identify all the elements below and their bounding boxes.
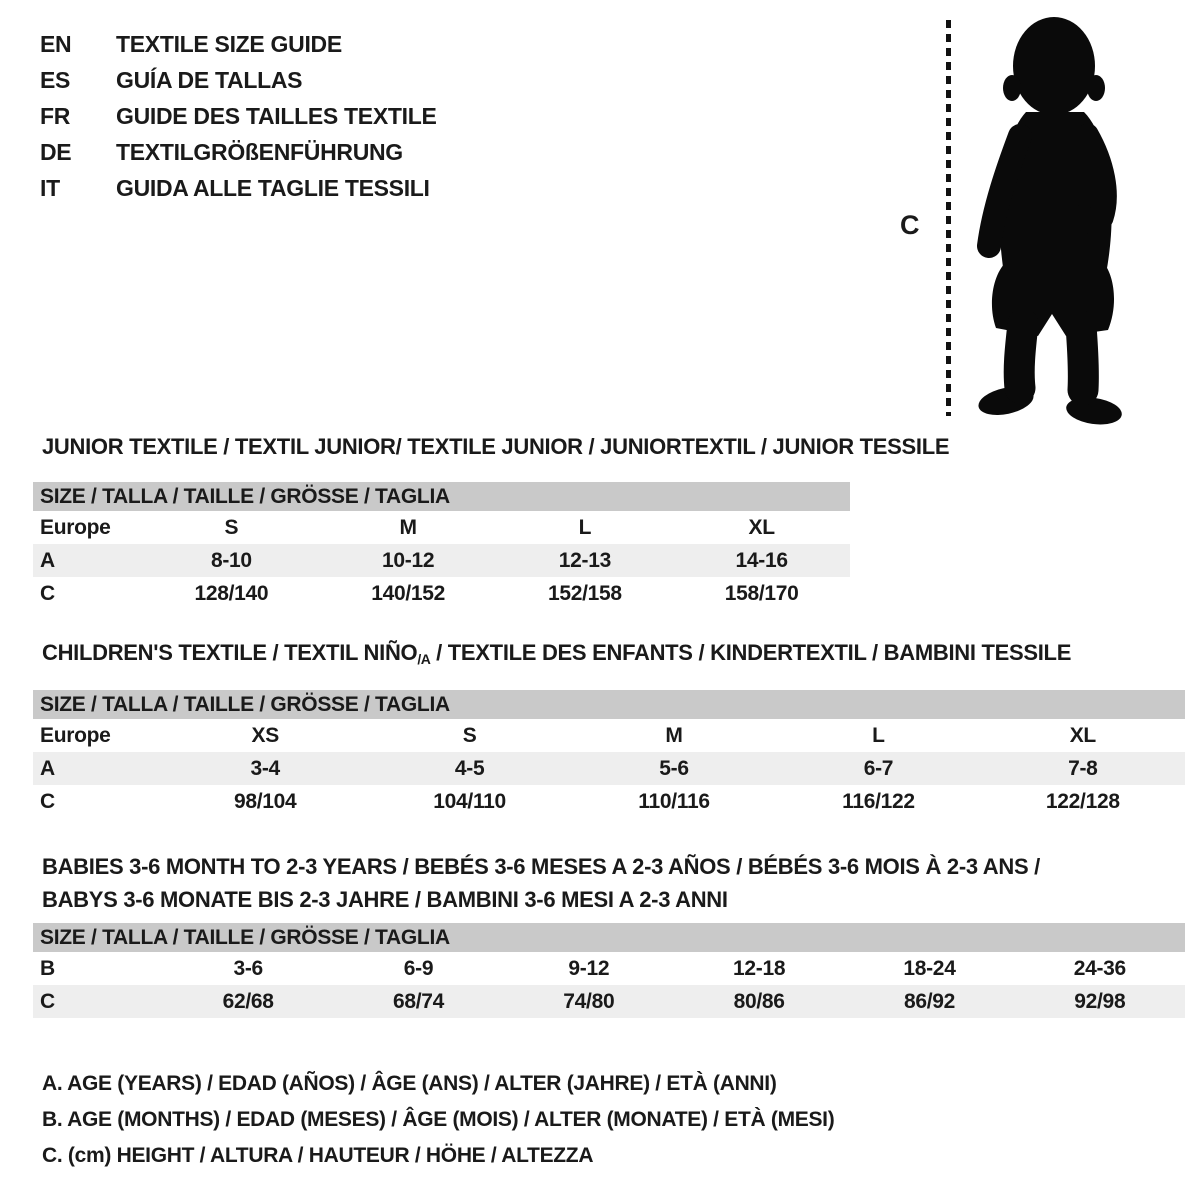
age-cell: 14-16 bbox=[735, 548, 788, 572]
table-row-europe bbox=[33, 511, 850, 544]
age-cell: 6-7 bbox=[863, 756, 894, 780]
babies-title-line1: BABIES 3-6 MONTH TO 2-3 YEARS / BEBÉS 3-6 MESES A 2-3 AÑOS / BÉBÉS 3-6 MOIS À 2-3 ANS / bbox=[42, 854, 1040, 879]
lang-code: DE bbox=[40, 138, 72, 165]
legend-line-c: C. (cm) HEIGHT / ALTURA / HAUTEUR / HÖHE / ALTEZZA bbox=[42, 1144, 594, 1167]
size-cell: M bbox=[399, 515, 417, 539]
lang-title: GUIDE DES TAILLES TEXTILE bbox=[116, 102, 437, 129]
children-size-table bbox=[33, 690, 1185, 818]
junior-section-title: JUNIOR TEXTILE / TEXTIL JUNIOR/ TEXTILE JUNIOR / JUNIORTEXTIL / JUNIOR TESSILE bbox=[42, 434, 950, 459]
height-cell: 80/86 bbox=[733, 989, 785, 1013]
lang-title: GUÍA DE TALLAS bbox=[116, 66, 303, 93]
table-header-bar: SIZE / TALLA / TAILLE / GRÖSSE / TAGLIA bbox=[33, 482, 850, 511]
age-cell: 6-9 bbox=[403, 956, 434, 980]
age-cell: 12-18 bbox=[733, 956, 786, 980]
lang-code: ES bbox=[40, 66, 71, 93]
children-title-pre: CHILDREN'S TEXTILE / TEXTIL NIÑO bbox=[42, 640, 418, 665]
height-measure-label: C bbox=[900, 210, 920, 240]
babies-section-title bbox=[42, 850, 1040, 916]
size-cell: S bbox=[462, 723, 477, 747]
size-cell: XS bbox=[251, 723, 279, 747]
row-label: A bbox=[40, 756, 55, 780]
table-row-age bbox=[33, 752, 1185, 785]
legend-line-b: B. AGE (MONTHS) / EDAD (MESES) / ÂGE (MOIS) / ALTER (MONATE) / ETÀ (MESI) bbox=[42, 1108, 835, 1131]
table-row-height bbox=[33, 985, 1185, 1018]
size-cell: XL bbox=[1069, 723, 1096, 747]
lang-row-it bbox=[40, 170, 437, 206]
measurement-legend bbox=[42, 1066, 834, 1174]
table-row-height bbox=[33, 577, 850, 610]
babies-size-table bbox=[33, 923, 1185, 1018]
height-cell: 116/122 bbox=[842, 789, 915, 813]
row-label: C bbox=[40, 789, 55, 813]
height-cell: 98/104 bbox=[233, 789, 297, 813]
height-cell: 110/116 bbox=[638, 789, 710, 813]
row-label: C bbox=[40, 581, 55, 605]
row-label: B bbox=[40, 956, 55, 980]
height-cell: 92/98 bbox=[1074, 989, 1126, 1013]
height-cell: 128/140 bbox=[194, 581, 269, 605]
height-cell: 62/68 bbox=[222, 989, 274, 1013]
language-title-list bbox=[40, 26, 437, 206]
row-label: C bbox=[40, 989, 55, 1013]
row-label: Europe bbox=[40, 723, 111, 747]
age-cell: 4-5 bbox=[454, 756, 485, 780]
age-cell: 8-10 bbox=[210, 548, 252, 572]
size-cell: L bbox=[578, 515, 592, 539]
height-cell: 152/158 bbox=[547, 581, 622, 605]
children-title-post: / TEXTILE DES ENFANTS / KINDERTEXTIL / BAMBINI TESSILE bbox=[430, 640, 1072, 665]
height-cell: 122/128 bbox=[1045, 789, 1120, 813]
lang-code: EN bbox=[40, 30, 72, 57]
age-cell: 5-6 bbox=[659, 756, 689, 780]
size-cell: L bbox=[872, 723, 885, 747]
lang-row-en bbox=[40, 26, 437, 62]
height-cell: 158/170 bbox=[724, 581, 799, 605]
table-row-height bbox=[33, 785, 1185, 818]
size-cell: M bbox=[665, 723, 683, 747]
height-cell: 140/152 bbox=[371, 581, 446, 605]
height-cell: 68/74 bbox=[392, 989, 445, 1013]
babies-title-line2: BABYS 3-6 MONATE BIS 2-3 JAHRE / BAMBINI 3-6 MESI A 2-3 ANNI bbox=[42, 887, 728, 912]
age-cell: 9-12 bbox=[568, 956, 610, 980]
table-row-europe bbox=[33, 719, 1185, 752]
lang-title: TEXTILGRÖßENFÜHRUNG bbox=[116, 138, 403, 165]
junior-size-table bbox=[33, 482, 850, 610]
age-cell: 3-4 bbox=[250, 756, 280, 780]
height-cell: 86/92 bbox=[903, 989, 955, 1013]
row-label: Europe bbox=[40, 515, 111, 539]
age-cell: 7-8 bbox=[1068, 756, 1098, 780]
size-cell: XL bbox=[748, 515, 775, 539]
height-cell: 74/80 bbox=[563, 989, 615, 1013]
lang-code: FR bbox=[40, 102, 71, 129]
lang-title: GUIDA ALLE TAGLIE TESSILI bbox=[116, 174, 430, 201]
row-label: A bbox=[40, 548, 55, 572]
lang-code: IT bbox=[40, 174, 60, 201]
height-cell: 104/110 bbox=[433, 789, 506, 813]
age-cell: 18-24 bbox=[903, 956, 956, 980]
lang-row-es bbox=[40, 62, 437, 98]
table-header-bar: SIZE / TALLA / TAILLE / GRÖSSE / TAGLIA bbox=[33, 690, 1185, 719]
lang-row-fr bbox=[40, 98, 437, 134]
lang-row-de bbox=[40, 134, 437, 170]
toddler-silhouette-icon bbox=[962, 12, 1144, 426]
table-row-age-months bbox=[33, 952, 1185, 985]
legend-line-a: A. AGE (YEARS) / EDAD (AÑOS) / ÂGE (ANS) / ALTER (JAHRE) / ETÀ (ANNI) bbox=[42, 1072, 777, 1095]
age-cell: 24-36 bbox=[1073, 956, 1126, 980]
age-cell: 10-12 bbox=[382, 548, 435, 572]
size-cell: S bbox=[224, 515, 239, 539]
table-row-age bbox=[33, 544, 850, 577]
children-section-title bbox=[42, 640, 1071, 667]
age-cell: 12-13 bbox=[558, 548, 611, 572]
age-cell: 3-6 bbox=[233, 956, 263, 980]
height-measure-dashed-line bbox=[946, 20, 951, 416]
children-title-subscript: /A bbox=[417, 651, 431, 667]
table-header-bar: SIZE / TALLA / TAILLE / GRÖSSE / TAGLIA bbox=[33, 923, 1185, 952]
lang-title: TEXTILE SIZE GUIDE bbox=[116, 30, 342, 57]
